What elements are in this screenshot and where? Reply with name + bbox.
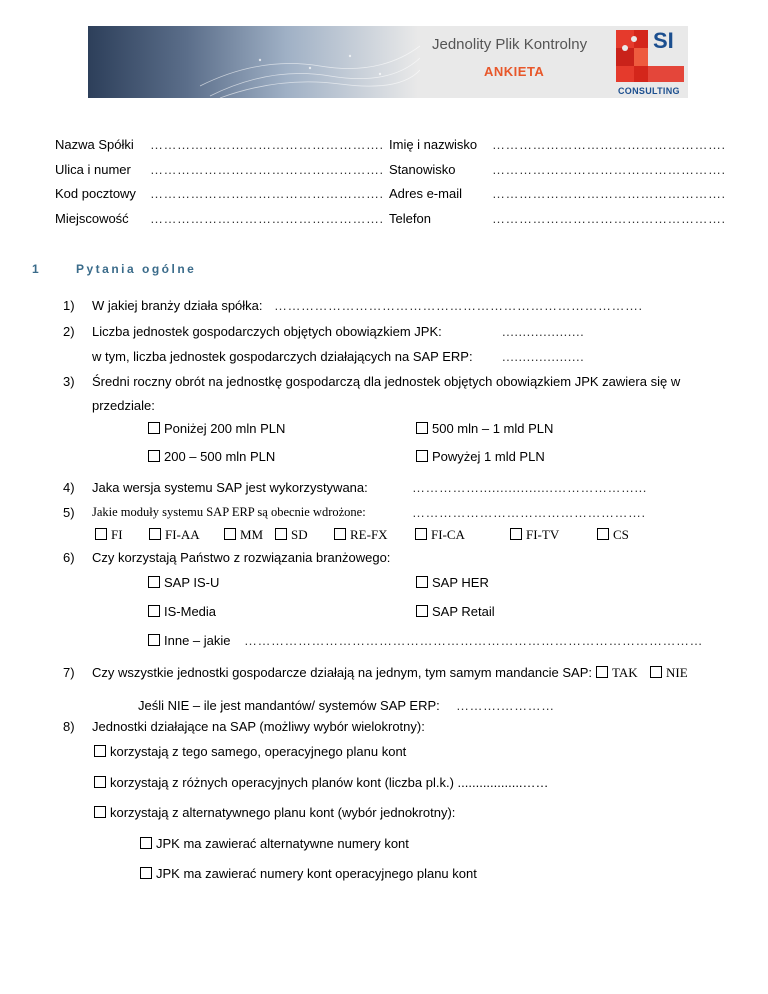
q5-module-mm[interactable]: MM [224,527,263,543]
full-name-label: Imię i nazwisko [389,137,478,152]
banner-subtitle: ANKIETA [484,64,545,79]
q7-number: 7) [63,665,75,680]
q5-module-re-fx[interactable]: RE-FX [334,527,388,543]
checkbox[interactable] [416,422,428,434]
section-title: Pytania ogólne [76,262,197,276]
q7-option-yes[interactable]: TAK [596,665,638,681]
q6-other-field[interactable]: ………………………………………………………………………………………… [244,633,703,648]
q8-suboption-alternative-numbers[interactable]: JPK ma zawierać alternatywne numery kont [140,836,409,851]
logo-si-text: SI [653,28,674,53]
q5-answer-field[interactable]: ……………………………………………. [412,505,646,520]
checkbox[interactable] [224,528,236,540]
q4-number: 4) [63,480,75,495]
checkbox[interactable] [94,776,106,788]
q2-number: 2) [63,324,75,339]
phone-label: Telefon [389,211,431,226]
q5-module-fi-ca[interactable]: FI-CA [415,527,465,543]
checkbox[interactable] [416,605,428,617]
full-name-field[interactable]: ……………………………………………. [492,137,726,152]
checkbox[interactable] [596,666,608,678]
street-field[interactable]: ……………………………………………. [150,162,384,177]
checkbox[interactable] [148,576,160,588]
checkbox[interactable] [416,576,428,588]
q5-number: 5) [63,505,75,520]
q2-text: Liczba jednostek gospodarczych objętych obowiązkiem JPK: [92,324,442,339]
checkbox[interactable] [148,634,160,646]
q6-option-is-media[interactable]: IS-Media [148,604,216,619]
q3-option-200-500[interactable]: 200 – 500 mln PLN [148,449,275,464]
logo-consulting-text: CONSULTING [618,86,680,96]
q8-text: Jednostki działające na SAP (możliwy wybór wielokrotny): [92,719,425,734]
q3-option-below-200[interactable]: Poniżej 200 mln PLN [148,421,285,436]
q5-module-sd[interactable]: SD [275,527,308,543]
checkbox[interactable] [140,867,152,879]
phone-field[interactable]: ……………………………………………. [492,211,726,226]
q7-text: Czy wszystkie jednostki gospodarcze działają na jednym, tym samym mandancie SAP: [92,665,592,680]
company-name-field[interactable]: ……………………………………………. [150,137,384,152]
position-field[interactable]: ……………………………………………. [492,162,726,177]
q5-module-fi-aa[interactable]: FI-AA [149,527,200,543]
q8-option-same-plan[interactable]: korzystają z tego samego, operacyjnego planu kont [94,744,406,759]
q6-option-sap-is-u[interactable]: SAP IS-U [148,575,219,590]
q1-number: 1) [63,298,75,313]
q8-suboption-operational-numbers[interactable]: JPK ma zawierać numery kont operacyjnego planu kont [140,866,477,881]
q8-number: 8) [63,719,75,734]
company-name-label: Nazwa Spółki [55,137,134,152]
checkbox[interactable] [95,528,107,540]
q5-module-cs[interactable]: CS [597,527,629,543]
checkbox[interactable] [148,450,160,462]
q3-text-cont: przedziale: [92,398,155,413]
q7-sub-answer-field[interactable]: ……….………… [456,698,555,713]
checkbox[interactable] [148,422,160,434]
checkbox[interactable] [94,745,106,757]
q5-module-fi-tv[interactable]: FI-TV [510,527,559,543]
q6-option-other[interactable]: Inne – jakie [148,633,231,648]
email-field[interactable]: ……………………………………………. [492,186,726,201]
q6-option-sap-retail[interactable]: SAP Retail [416,604,495,619]
banner-decoration [200,26,420,98]
q5-text: Jakie moduły systemu SAP ERP są obecnie wdrożone: [92,505,366,519]
email-label: Adres e-mail [389,186,462,201]
q6-option-sap-her[interactable]: SAP HER [416,575,489,590]
q2-sub-answer-field[interactable]: .................... [502,349,585,364]
checkbox[interactable] [650,666,662,678]
section-number: 1 [32,262,39,276]
street-label: Ulica i numer [55,162,131,177]
banner-title: Jednolity Plik Kontrolny [432,36,588,53]
q4-text: Jaka wersja systemu SAP jest wykorzystywana: [92,480,368,495]
postal-code-field[interactable]: ……………………………………………. [150,186,384,201]
q6-text: Czy korzystają Państwo z rozwiązania branżowego: [92,550,391,565]
checkbox[interactable] [149,528,161,540]
position-label: Stanowisko [389,162,456,177]
city-field[interactable]: ……………………………………………. [150,211,384,226]
checkbox[interactable] [415,528,427,540]
q4-answer-field[interactable]: ……………..................………………... [412,480,647,495]
checkbox[interactable] [275,528,287,540]
q2-answer-field[interactable]: .................... [502,324,585,339]
q2-sub-text: w tym, liczba jednostek gospodarczych działających na SAP ERP: [92,349,473,364]
city-label: Miejscowość [55,211,129,226]
q1-answer-field[interactable]: ………………………………………………………………………. [274,298,643,313]
q8-option-alternative-plan[interactable]: korzystają z alternatywnego planu kont (wybór jednokrotny): [94,805,455,820]
checkbox[interactable] [334,528,346,540]
q3-option-500-1000[interactable]: 500 mln – 1 mld PLN [416,421,553,436]
checkbox[interactable] [140,837,152,849]
checkbox[interactable] [94,806,106,818]
q3-text: Średni roczny obrót na jednostkę gospodarczą dla jednostek objętych obowiązkiem JPK zawiera się w [92,374,681,389]
q3-number: 3) [63,374,75,389]
q7-option-no[interactable]: NIE [650,665,688,681]
checkbox[interactable] [416,450,428,462]
q8-option-different-plans[interactable]: korzystają z różnych operacyjnych planów kont (liczba pl.k.) ..................…… [94,775,549,790]
checkbox[interactable] [148,605,160,617]
q5-module-fi[interactable]: FI [95,527,123,543]
checkbox[interactable] [597,528,609,540]
checkbox[interactable] [510,528,522,540]
q7-sub-text: Jeśli NIE – ile jest mandantów/ systemów SAP ERP: [138,698,440,713]
q3-option-above-1000[interactable]: Powyżej 1 mld PLN [416,449,545,464]
q1-text: W jakiej branży działa spółka: [92,298,263,313]
q6-number: 6) [63,550,75,565]
postal-code-label: Kod pocztowy [55,186,136,201]
